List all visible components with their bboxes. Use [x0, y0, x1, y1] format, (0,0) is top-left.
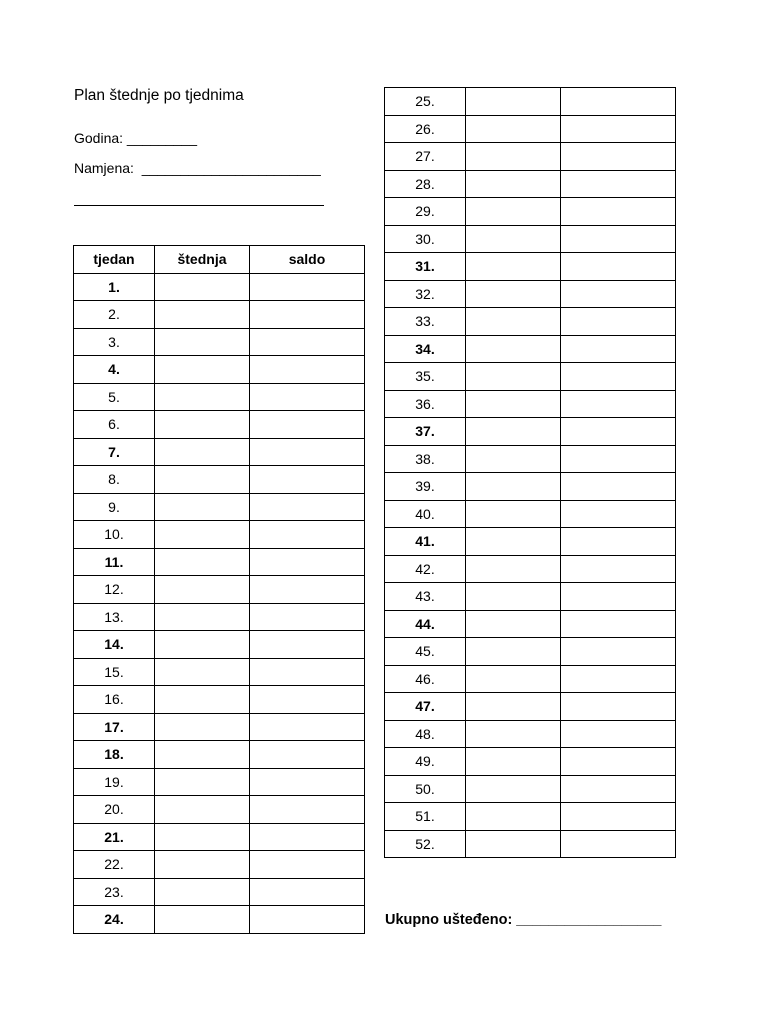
table-row	[385, 280, 676, 308]
table-row	[385, 363, 676, 391]
balance-cell[interactable]	[561, 418, 676, 446]
table-row	[74, 823, 365, 851]
table-header-row	[74, 246, 365, 274]
savings-cell[interactable]	[466, 280, 561, 308]
table-row	[74, 438, 365, 466]
savings-cell[interactable]	[155, 521, 250, 549]
week-number: 48.	[385, 720, 466, 748]
balance-cell[interactable]	[561, 748, 676, 776]
page-title: Plan štednje po tjednima	[74, 87, 244, 104]
table-row	[385, 170, 676, 198]
week-number: 40.	[385, 500, 466, 528]
savings-cell[interactable]	[155, 411, 250, 439]
table-row	[385, 638, 676, 666]
table-row	[385, 143, 676, 171]
week-number: 13.	[74, 603, 155, 631]
week-number: 28.	[385, 170, 466, 198]
balance-cell[interactable]	[561, 253, 676, 281]
savings-cell[interactable]	[466, 555, 561, 583]
week-number: 7.	[74, 438, 155, 466]
week-number: 46.	[385, 665, 466, 693]
table-row	[385, 775, 676, 803]
savings-cell[interactable]	[466, 445, 561, 473]
table-row	[385, 253, 676, 281]
table-row	[385, 830, 676, 858]
week-number: 44.	[385, 610, 466, 638]
week-number: 34.	[385, 335, 466, 363]
table-row	[74, 301, 365, 329]
balance-cell[interactable]	[250, 906, 365, 934]
balance-cell[interactable]	[561, 803, 676, 831]
week-number: 20.	[74, 796, 155, 824]
week-number: 1.	[74, 273, 155, 301]
balance-cell[interactable]	[250, 851, 365, 879]
table-row	[385, 390, 676, 418]
table-row	[74, 328, 365, 356]
savings-cell[interactable]	[466, 88, 561, 116]
table-row	[385, 88, 676, 116]
week-number: 26.	[385, 115, 466, 143]
table-row	[74, 466, 365, 494]
balance-cell[interactable]	[250, 493, 365, 521]
balance-cell[interactable]	[250, 383, 365, 411]
balance-cell[interactable]	[250, 411, 365, 439]
savings-cell[interactable]	[155, 493, 250, 521]
week-number: 16.	[74, 686, 155, 714]
balance-cell[interactable]	[250, 328, 365, 356]
week-number: 6.	[74, 411, 155, 439]
savings-cell[interactable]	[466, 308, 561, 336]
balance-cell[interactable]	[561, 280, 676, 308]
table-row	[74, 383, 365, 411]
week-number: 14.	[74, 631, 155, 659]
savings-cell[interactable]	[155, 466, 250, 494]
table-row	[385, 418, 676, 446]
header-week: tjedan	[74, 246, 155, 274]
savings-cell[interactable]	[466, 720, 561, 748]
header-balance: saldo	[250, 246, 365, 274]
savings-cell[interactable]	[466, 500, 561, 528]
savings-cell[interactable]	[466, 610, 561, 638]
table-row	[74, 493, 365, 521]
year-field[interactable]: Godina: _________	[74, 130, 197, 146]
balance-cell[interactable]	[561, 308, 676, 336]
balance-cell[interactable]	[561, 775, 676, 803]
savings-cell[interactable]	[155, 273, 250, 301]
week-number: 11.	[74, 548, 155, 576]
week-number: 43.	[385, 583, 466, 611]
week-number: 36.	[385, 390, 466, 418]
week-number: 51.	[385, 803, 466, 831]
balance-cell[interactable]	[250, 603, 365, 631]
savings-table-weeks-1-24	[73, 245, 365, 934]
savings-cell[interactable]	[155, 713, 250, 741]
balance-cell[interactable]	[561, 583, 676, 611]
savings-cell[interactable]	[466, 665, 561, 693]
week-number: 3.	[74, 328, 155, 356]
balance-cell[interactable]	[250, 686, 365, 714]
balance-cell[interactable]	[561, 528, 676, 556]
balance-cell[interactable]	[561, 445, 676, 473]
week-number: 35.	[385, 363, 466, 391]
balance-cell[interactable]	[561, 665, 676, 693]
table-row	[385, 610, 676, 638]
week-number: 17.	[74, 713, 155, 741]
table-row	[385, 803, 676, 831]
week-number: 19.	[74, 768, 155, 796]
week-number: 21.	[74, 823, 155, 851]
savings-cell[interactable]	[155, 686, 250, 714]
table-row	[385, 335, 676, 363]
table-row	[74, 411, 365, 439]
week-number: 47.	[385, 693, 466, 721]
balance-cell[interactable]	[561, 115, 676, 143]
savings-cell[interactable]	[155, 823, 250, 851]
table-row	[74, 273, 365, 301]
table-row	[74, 548, 365, 576]
week-number: 50.	[385, 775, 466, 803]
purpose-field[interactable]: Namjena: _______________________	[74, 160, 321, 176]
savings-cell[interactable]	[155, 548, 250, 576]
table-row	[385, 665, 676, 693]
balance-cell[interactable]	[250, 438, 365, 466]
savings-cell[interactable]	[155, 631, 250, 659]
table-row	[74, 356, 365, 384]
balance-cell[interactable]	[250, 466, 365, 494]
week-number: 9.	[74, 493, 155, 521]
table-row	[74, 768, 365, 796]
balance-cell[interactable]	[250, 741, 365, 769]
savings-cell[interactable]	[155, 851, 250, 879]
table-row	[74, 878, 365, 906]
table-row	[74, 906, 365, 934]
savings-cell[interactable]	[466, 473, 561, 501]
balance-cell[interactable]	[250, 521, 365, 549]
savings-cell[interactable]	[466, 583, 561, 611]
savings-cell[interactable]	[466, 198, 561, 226]
table-row	[385, 225, 676, 253]
week-number: 8.	[74, 466, 155, 494]
balance-cell[interactable]	[250, 273, 365, 301]
table-row	[74, 796, 365, 824]
week-number: 4.	[74, 356, 155, 384]
week-number: 38.	[385, 445, 466, 473]
balance-cell[interactable]	[561, 638, 676, 666]
savings-cell[interactable]	[466, 253, 561, 281]
week-number: 15.	[74, 658, 155, 686]
week-number: 12.	[74, 576, 155, 604]
savings-cell[interactable]	[466, 390, 561, 418]
balance-cell[interactable]	[561, 610, 676, 638]
balance-cell[interactable]	[561, 335, 676, 363]
balance-cell[interactable]	[250, 796, 365, 824]
savings-cell[interactable]	[466, 638, 561, 666]
table-row	[385, 115, 676, 143]
table-row	[74, 603, 365, 631]
savings-cell[interactable]	[466, 335, 561, 363]
week-number: 33.	[385, 308, 466, 336]
week-number: 27.	[385, 143, 466, 171]
savings-cell[interactable]	[155, 356, 250, 384]
savings-cell[interactable]	[155, 301, 250, 329]
savings-cell[interactable]	[155, 328, 250, 356]
week-number: 39.	[385, 473, 466, 501]
balance-cell[interactable]	[561, 225, 676, 253]
savings-cell[interactable]	[155, 768, 250, 796]
savings-cell[interactable]	[466, 775, 561, 803]
balance-cell[interactable]	[250, 713, 365, 741]
table-row	[385, 473, 676, 501]
savings-cell[interactable]	[155, 741, 250, 769]
table-row	[74, 631, 365, 659]
savings-cell[interactable]	[466, 363, 561, 391]
balance-cell[interactable]	[561, 170, 676, 198]
savings-cell[interactable]	[466, 748, 561, 776]
balance-cell[interactable]	[561, 720, 676, 748]
savings-cell[interactable]	[155, 383, 250, 411]
week-number: 45.	[385, 638, 466, 666]
balance-cell[interactable]	[250, 631, 365, 659]
table-row	[385, 693, 676, 721]
table-row	[74, 741, 365, 769]
purpose-continuation-line[interactable]	[74, 205, 324, 206]
savings-cell[interactable]	[466, 115, 561, 143]
savings-cell[interactable]	[466, 830, 561, 858]
week-number: 42.	[385, 555, 466, 583]
balance-cell[interactable]	[561, 555, 676, 583]
week-number: 5.	[74, 383, 155, 411]
week-number: 25.	[385, 88, 466, 116]
week-number: 18.	[74, 741, 155, 769]
savings-cell[interactable]	[155, 878, 250, 906]
savings-cell[interactable]	[466, 143, 561, 171]
week-number: 10.	[74, 521, 155, 549]
week-number: 41.	[385, 528, 466, 556]
savings-cell[interactable]	[466, 170, 561, 198]
table-row	[385, 528, 676, 556]
savings-table-weeks-25-52	[384, 87, 676, 858]
savings-cell[interactable]	[155, 658, 250, 686]
table-row	[385, 583, 676, 611]
week-number: 37.	[385, 418, 466, 446]
balance-cell[interactable]	[561, 143, 676, 171]
balance-cell[interactable]	[561, 198, 676, 226]
balance-cell[interactable]	[250, 658, 365, 686]
week-number: 24.	[74, 906, 155, 934]
balance-cell[interactable]	[250, 356, 365, 384]
balance-cell[interactable]	[250, 548, 365, 576]
table-row	[385, 500, 676, 528]
week-number: 52.	[385, 830, 466, 858]
week-number: 30.	[385, 225, 466, 253]
week-number: 32.	[385, 280, 466, 308]
table-row	[74, 686, 365, 714]
balance-cell[interactable]	[250, 768, 365, 796]
week-number: 2.	[74, 301, 155, 329]
savings-cell[interactable]	[155, 906, 250, 934]
table-row	[74, 576, 365, 604]
balance-cell[interactable]	[561, 693, 676, 721]
table-row	[74, 521, 365, 549]
table-row	[385, 748, 676, 776]
savings-cell[interactable]	[466, 225, 561, 253]
balance-cell[interactable]	[561, 88, 676, 116]
savings-cell[interactable]	[466, 803, 561, 831]
balance-cell[interactable]	[250, 878, 365, 906]
week-number: 49.	[385, 748, 466, 776]
table-row	[385, 198, 676, 226]
savings-cell[interactable]	[466, 528, 561, 556]
balance-cell[interactable]	[250, 301, 365, 329]
week-number: 29.	[385, 198, 466, 226]
balance-cell[interactable]	[561, 830, 676, 858]
total-saved-field[interactable]: Ukupno ušteđeno: __________________	[385, 912, 662, 928]
savings-cell[interactable]	[155, 438, 250, 466]
balance-cell[interactable]	[561, 473, 676, 501]
balance-cell[interactable]	[561, 390, 676, 418]
savings-cell[interactable]	[466, 418, 561, 446]
balance-cell[interactable]	[250, 823, 365, 851]
week-number: 23.	[74, 878, 155, 906]
savings-cell[interactable]	[155, 576, 250, 604]
balance-cell[interactable]	[561, 363, 676, 391]
balance-cell[interactable]	[561, 500, 676, 528]
table-row	[385, 308, 676, 336]
table-row	[74, 713, 365, 741]
savings-cell[interactable]	[155, 603, 250, 631]
week-number: 22.	[74, 851, 155, 879]
week-number: 31.	[385, 253, 466, 281]
table-row	[74, 658, 365, 686]
table-row	[385, 555, 676, 583]
table-row	[385, 720, 676, 748]
table-row	[74, 851, 365, 879]
savings-cell[interactable]	[155, 796, 250, 824]
balance-cell[interactable]	[250, 576, 365, 604]
savings-cell[interactable]	[466, 693, 561, 721]
header-savings: štednja	[155, 246, 250, 274]
table-row	[385, 445, 676, 473]
